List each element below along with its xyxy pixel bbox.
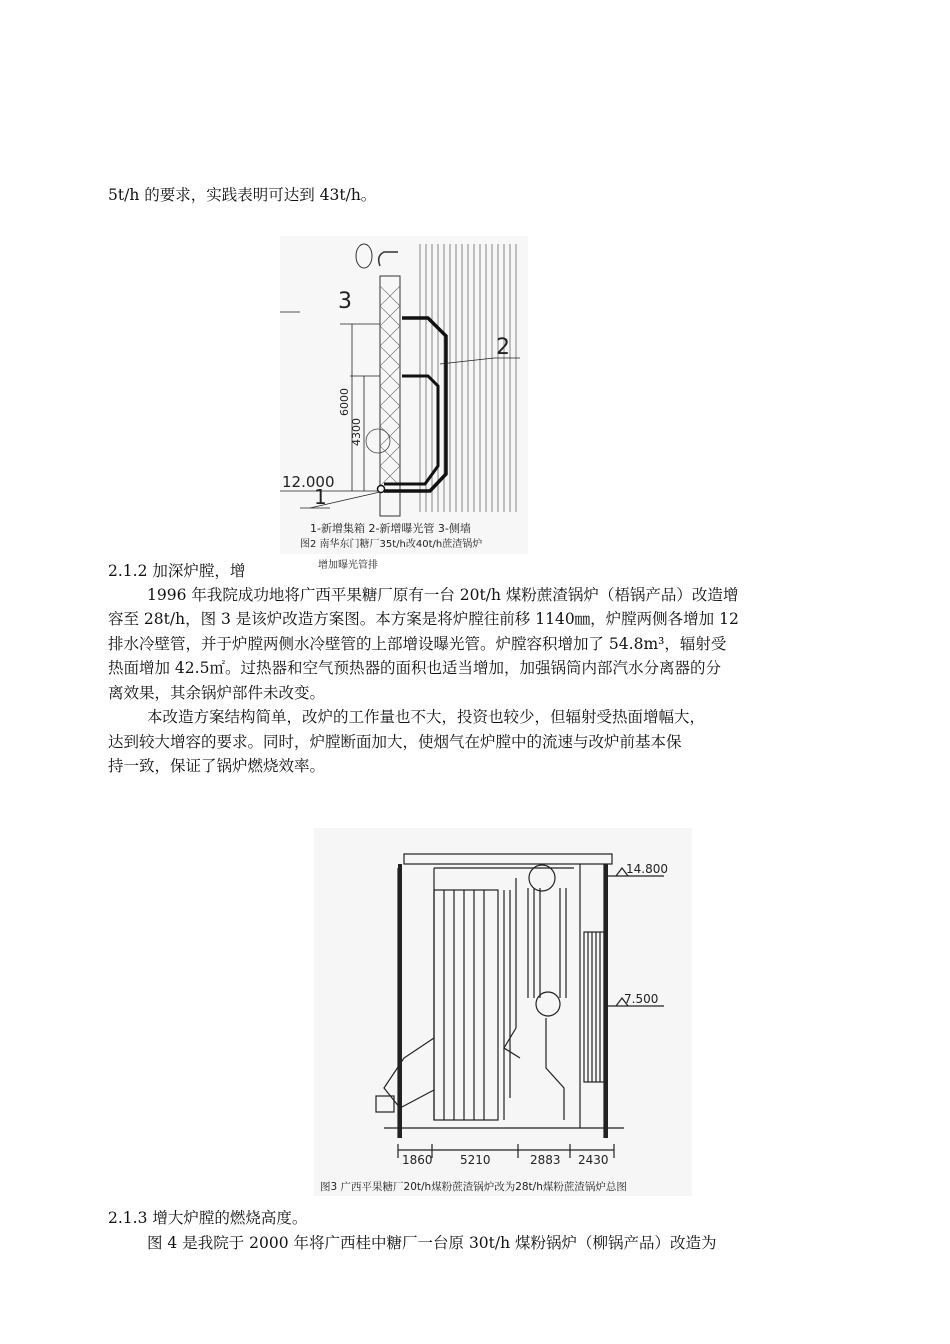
- figure-3-caption: 图3 广西平果糖厂20t/h煤粉蔗渣锅炉改为28t/h煤粉蔗渣锅炉总图: [320, 1181, 627, 1193]
- figure-2: [280, 236, 528, 554]
- figure-2-legend: 1-新增集箱 2-新增曝光管 3-侧墙: [310, 522, 471, 535]
- figure-3-elevation-mid: 7.500: [624, 992, 659, 1006]
- figure-2-elevation: 12.000: [282, 473, 335, 491]
- figure-3-dim-3: 2883: [530, 1153, 561, 1167]
- figure-3-dim-2: 5210: [460, 1153, 491, 1167]
- figure-3-dim-4: 2430: [578, 1153, 609, 1167]
- para1-line-2: 容至 28t/h，图 3 是该炉改造方案图。本方案是将炉膛往前移 1140㎜，炉膛两侧各增加 12: [108, 610, 739, 628]
- heading-2-1-2: 2.1.2 加深炉膛，增: [108, 562, 246, 580]
- text-line-top: 5t/h 的要求，实践表明可达到 43t/h。: [108, 186, 377, 204]
- figure-3-dim-1: 1860: [402, 1153, 433, 1167]
- para1-line-3: 排水冷壁管，并于炉膛两侧水冷壁管的上部增设曝光管。炉膛容积增加了 54.8m³，辐射受: [108, 635, 727, 653]
- para1-line-5: 离效果，其余锅炉部件未改变。: [108, 684, 326, 702]
- figure-2-dim-6000: 6000: [338, 388, 351, 416]
- para2-line-3: 持一致，保证了锅炉燃烧效率。: [108, 757, 326, 775]
- figure-2-caption-1: 图2 南华东门糖厂35t/h改40t/h蔗渣锅炉: [300, 539, 483, 550]
- figure-2-label-2: 2: [496, 335, 510, 360]
- figure-3-elevation-top: 14.800: [626, 862, 668, 876]
- para3-line-1: 图 4 是我院于 2000 年将广西桂中糖厂一台原 30t/h 煤粉锅炉（柳锅产品）改造为: [147, 1234, 717, 1252]
- para1-line-4: 热面增加 42.5㎡。过热器和空气预热器的面积也适当增加，加强锅筒内部汽水分离器的分: [108, 659, 721, 677]
- figure-2-caption-2: 增加曝光管排: [318, 560, 378, 571]
- figure-2-dim-4300: 4300: [350, 418, 363, 446]
- heading-2-1-3: 2.1.3 增大炉膛的燃烧高度。: [108, 1209, 308, 1227]
- para2-line-2: 达到较大增容的要求。同时，炉膛断面加大，使烟气在炉膛中的流速与改炉前基本保: [108, 733, 682, 751]
- figure-2-label-1: 1: [314, 485, 327, 509]
- figure-2-label-3: 3: [338, 289, 352, 314]
- para2-line-1: 本改造方案结构简单，改炉的工作量也不大，投资也较少，但辐射受热面增幅大，: [147, 708, 706, 726]
- figure-3: [314, 828, 692, 1196]
- para1-line-1: 1996 年我院成功地将广西平果糖厂原有一台 20t/h 煤粉蔗渣锅炉（梧锅产品）改造增: [147, 586, 739, 604]
- figure-2-drawing: [280, 236, 528, 554]
- figure-3-drawing: [314, 828, 692, 1196]
